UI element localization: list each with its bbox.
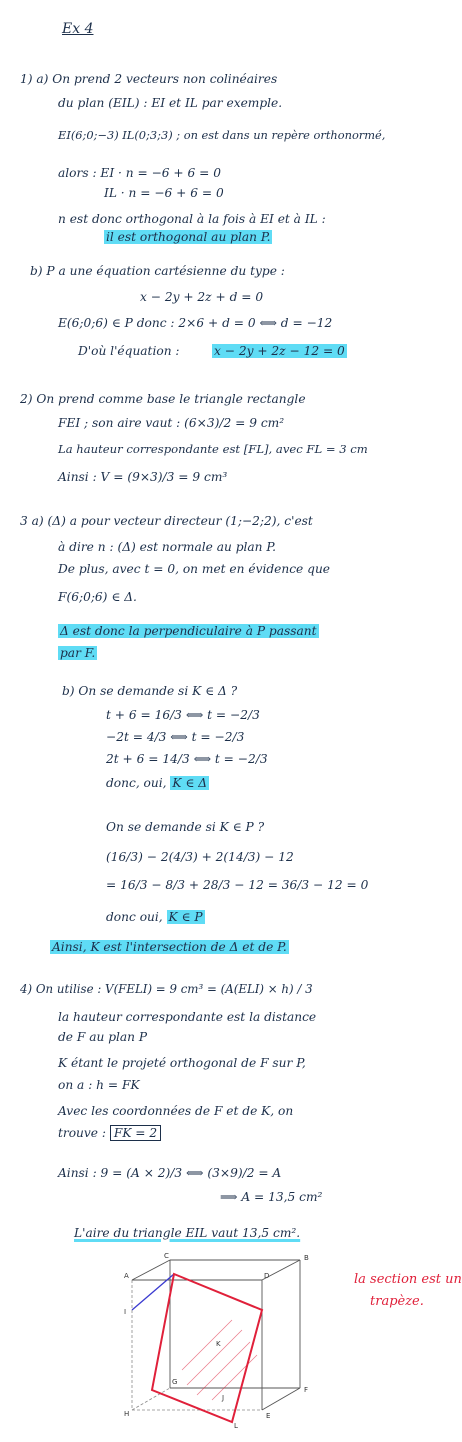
q3a-line-4: F(6;0;6) ∈ Δ. bbox=[58, 590, 137, 604]
label-k: K bbox=[216, 1340, 221, 1348]
q1a-line-3: EI(6;0;−3) IL(0;3;3) ; on est dans un repère orthonormé, bbox=[58, 128, 386, 142]
q3a-line-2: à dire n : (Δ) est normale au plan P. bbox=[58, 540, 276, 554]
figure-note-line-2: trapèze. bbox=[370, 1294, 424, 1309]
q3b-line-3: −2t = 4/3 ⟺ t = −2/3 bbox=[106, 730, 245, 744]
q4-line-5: on a : h = FK bbox=[58, 1078, 140, 1092]
q3b-conclusion: Ainsi, K est l'intersection de Δ et de P. bbox=[52, 940, 287, 954]
q3a-line-6: par F. bbox=[60, 646, 96, 660]
cube-edges bbox=[132, 1260, 300, 1410]
q1a-conclusion: il est orthogonal au plan P. bbox=[106, 230, 271, 244]
label-l: L bbox=[234, 1422, 238, 1430]
q3b-line-9: donc oui, K ∈ P bbox=[106, 910, 203, 924]
q3a-line-5: Δ est donc la perpendiculaire à P passant bbox=[60, 624, 317, 638]
q3b-line-6: On se demande si K ∈ P ? bbox=[106, 820, 265, 834]
q1b-line-1: b) P a une équation cartésienne du type : bbox=[30, 264, 285, 278]
q1a-line-5: IL · n = −6 + 6 = 0 bbox=[104, 186, 224, 200]
q3a-line-1: 3 a) (Δ) a pour vecteur directeur (1;−2;2), c'est bbox=[20, 514, 313, 528]
label-g: G bbox=[172, 1378, 178, 1386]
q3b-line-8: = 16/3 − 8/3 + 28/3 − 12 = 36/3 − 12 = 0 bbox=[106, 878, 369, 892]
label-c: C bbox=[164, 1252, 169, 1260]
q4-line-3: de F au plan P bbox=[58, 1030, 148, 1044]
q1b-line-3: E(6;0;6) ∈ P donc : 2×6 + d = 0 ⟺ d = −12 bbox=[58, 316, 333, 330]
label-h: H bbox=[124, 1410, 130, 1418]
q4-line-6: Avec les coordonnées de F et de K, on bbox=[58, 1104, 294, 1118]
figure-note-line-1: la section est un bbox=[354, 1272, 462, 1287]
q1b-equation: x − 2y + 2z − 12 = 0 bbox=[214, 344, 345, 358]
section-trapezoid bbox=[152, 1274, 262, 1422]
page-title: Ex 4 bbox=[62, 21, 94, 37]
q4-conclusion: L'aire du triangle EIL vaut 13,5 cm². bbox=[74, 1226, 301, 1240]
q1a-line-2: du plan (EIL) : EI et IL par exemple. bbox=[58, 96, 283, 110]
point-labels bbox=[124, 1252, 309, 1430]
q4-line-4: K étant le projeté orthogonal de F sur P, bbox=[58, 1056, 306, 1070]
q1a-line-1: 1) a) On prend 2 vecteurs non colinéaires bbox=[20, 72, 278, 86]
q1a-line-4: alors : EI · n = −6 + 6 = 0 bbox=[58, 166, 221, 180]
q2-line-4: Ainsi : V = (9×3)/3 = 9 cm³ bbox=[58, 470, 228, 484]
label-i: I bbox=[124, 1308, 127, 1316]
q4-line-9: ⟹ A = 13,5 cm² bbox=[220, 1190, 323, 1204]
q3b-line-5: donc, oui, K ∈ Δ bbox=[106, 776, 208, 790]
q2-line-3: La hauteur correspondante est [FL], avec FL = 3 cm bbox=[58, 442, 368, 456]
q1b-line-2: x − 2y + 2z + d = 0 bbox=[140, 290, 264, 304]
q3b-line-4: 2t + 6 = 14/3 ⟺ t = −2/3 bbox=[106, 752, 268, 766]
label-d: D bbox=[264, 1272, 270, 1280]
label-a: A bbox=[124, 1272, 129, 1280]
q2-line-2: FEI ; son aire vaut : (6×3)/2 = 9 cm² bbox=[58, 416, 285, 430]
q3a-line-3: De plus, avec t = 0, on met en évidence que bbox=[58, 562, 331, 576]
q4-line-1: 4) On utilise : V(FELI) = 9 cm³ = (A(ELI) × h) / 3 bbox=[20, 982, 313, 996]
q4-line-8: Ainsi : 9 = (A × 2)/3 ⟺ (3×9)/2 = A bbox=[58, 1166, 282, 1180]
q4-line-7: trouve : FK = 2 bbox=[58, 1126, 161, 1141]
q3b-line-7: (16/3) − 2(4/3) + 2(14/3) − 12 bbox=[106, 850, 294, 864]
label-f: F bbox=[304, 1386, 309, 1394]
cube-section-figure bbox=[112, 1250, 332, 1430]
q1a-line-6: n est donc orthogonal à la fois à EI et à IL : bbox=[58, 212, 326, 226]
q2-line-1: 2) On prend comme base le triangle rectangle bbox=[20, 392, 306, 406]
label-e: E bbox=[266, 1412, 271, 1420]
q4-line-2: la hauteur correspondante est la distance bbox=[58, 1010, 317, 1024]
q3b-line-1: b) On se demande si K ∈ Δ ? bbox=[62, 684, 238, 698]
label-b: B bbox=[304, 1254, 309, 1262]
label-j: J bbox=[222, 1394, 225, 1402]
q3b-line-2: t + 6 = 16/3 ⟺ t = −2/3 bbox=[106, 708, 260, 722]
q1b-line-4: D'où l'équation : bbox=[78, 344, 180, 358]
